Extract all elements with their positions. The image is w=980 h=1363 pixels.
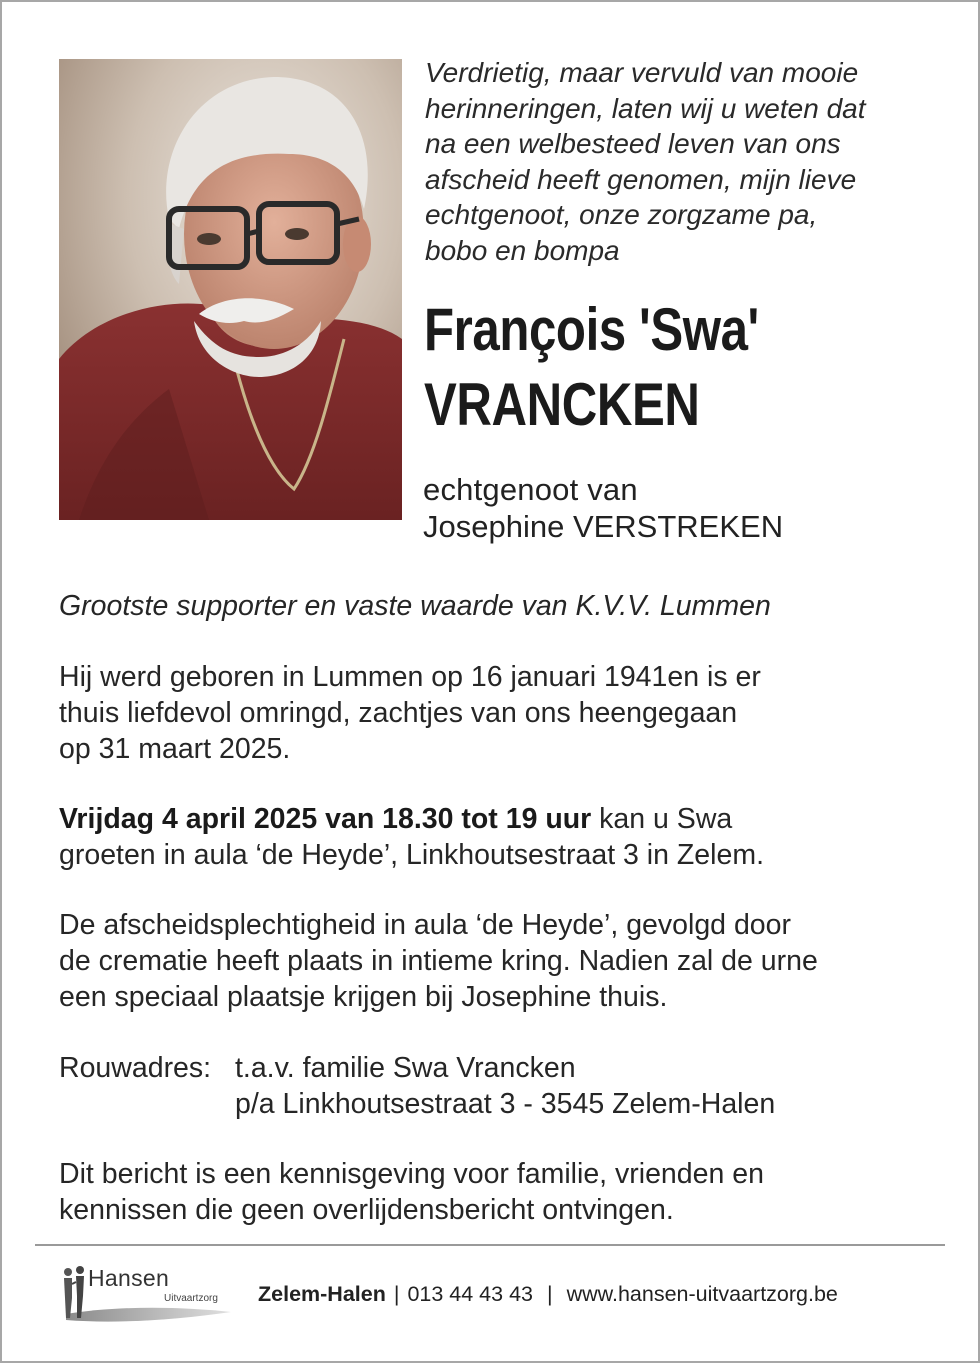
intro-text xyxy=(425,55,945,268)
intro-line: na een welbesteed leven van ons xyxy=(425,128,841,159)
paragraph-line: thuis liefdevol omringd, zachtjes van ons heengegaan xyxy=(59,697,738,729)
deceased-name-line1: François 'Swa' xyxy=(424,296,759,363)
birth-death-paragraph xyxy=(59,659,939,767)
footer-separator: | xyxy=(547,1282,553,1306)
spouse-name: Josephine VERSTREKEN xyxy=(423,509,784,544)
mourning-address xyxy=(59,1050,939,1122)
address-line2: p/a Linkhoutsestraat 3 - 3545 Zelem-Halen xyxy=(235,1088,776,1120)
supporter-text xyxy=(59,588,939,624)
notice-paragraph xyxy=(59,1156,939,1228)
footer-location: Zelem-Halen xyxy=(258,1282,386,1306)
deceased-name xyxy=(424,292,850,442)
portrait-photo xyxy=(59,59,402,520)
footer-website-link[interactable]: www.hansen-uitvaartzorg.be xyxy=(566,1282,838,1306)
paragraph-line: Dit bericht is een kennisgeving voor familie, vrienden en xyxy=(59,1158,764,1190)
spouse-info xyxy=(423,471,963,545)
ceremony-paragraph xyxy=(59,907,939,1015)
address-line1 xyxy=(59,1050,939,1086)
visitation-line2: groeten in aula ‘de Heyde’, Linkhoutsestraat 3 in Zelem. xyxy=(59,839,764,871)
visitation-paragraph xyxy=(59,801,939,873)
supporter-line: Grootste supporter en vaste waarde van K.V.V. Lummen xyxy=(59,590,771,622)
paragraph-line: een speciaal plaatsje krijgen bij Josephine thuis. xyxy=(59,981,668,1013)
footer-phone[interactable]: 013 44 43 43 xyxy=(407,1282,533,1306)
footer-contact xyxy=(258,1282,838,1307)
hansen-logo xyxy=(56,1262,236,1326)
paragraph-line: kennissen die geen overlijdensbericht ontvingen. xyxy=(59,1194,674,1226)
address-label: Rouwadres: xyxy=(59,1052,212,1084)
intro-line: Verdrietig, maar vervuld van mooie xyxy=(425,57,859,88)
paragraph-line: de crematie heeft plaats in intieme kring. Nadien zal de urne xyxy=(59,945,818,977)
spouse-role: echtgenoot van xyxy=(423,472,638,507)
paragraph-line: De afscheidsplechtigheid in aula ‘de Heyde’, gevolgd door xyxy=(59,909,791,941)
deceased-name-line2: VRANCKEN xyxy=(424,371,700,438)
logo-subtitle: Uitvaartzorg xyxy=(164,1293,218,1304)
paragraph-line: Hij werd geboren in Lummen op 16 januari 1941en is er xyxy=(59,661,761,693)
logo-wordmark: Hansen xyxy=(88,1265,170,1291)
intro-line: echtgenoot, onze zorgzame pa, xyxy=(425,199,818,230)
portrait-illustration xyxy=(59,59,402,520)
visitation-datetime: Vrijdag 4 april 2025 van 18.30 tot 19 uur xyxy=(59,803,592,835)
paragraph-line: op 31 maart 2025. xyxy=(59,733,291,765)
intro-line: herinneringen, laten wij u weten dat xyxy=(425,92,866,124)
footer-divider xyxy=(35,1244,945,1246)
footer-separator: | xyxy=(393,1282,400,1306)
visitation-rest: kan u Swa xyxy=(591,803,733,835)
visitation-line1 xyxy=(59,801,939,837)
intro-line: afscheid heeft genomen, mijn lieve xyxy=(425,163,857,195)
intro-line: bobo en bompa xyxy=(425,234,620,266)
address-recipient: t.a.v. familie Swa Vrancken xyxy=(235,1052,576,1084)
